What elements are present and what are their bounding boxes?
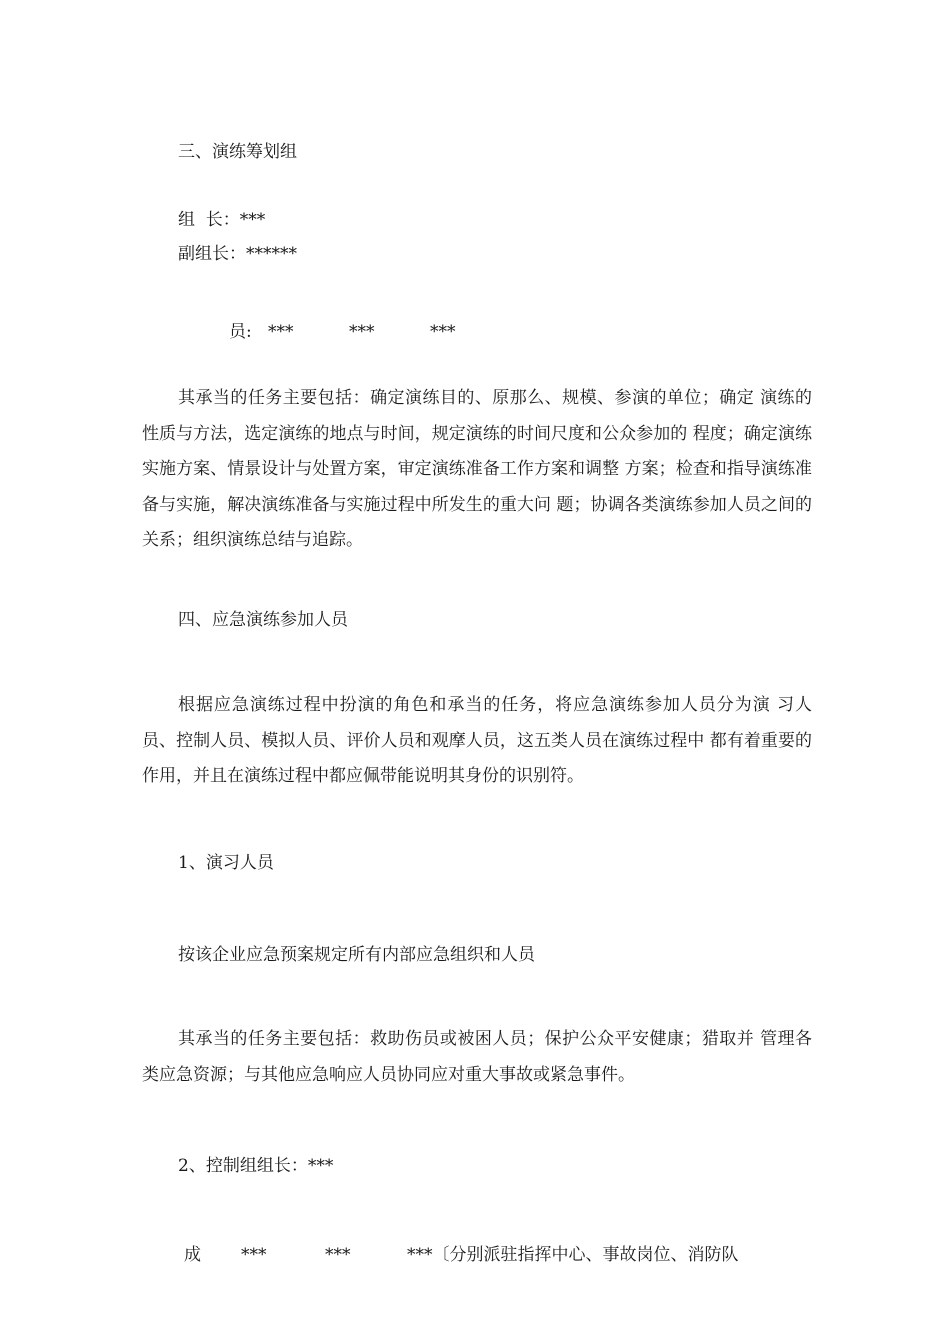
section3-heading: 三、演练筹划组 (178, 142, 297, 162)
section3-leader: 组 长：*** (178, 210, 266, 230)
item2-member: *** (325, 1245, 351, 1265)
section4-intro: 根据应急演练过程中扮演的角色和承当的任务，将应急演练参加人员分为演 习人员、控制人员、模拟人员、评价人员和观摩人员，这五类人员在演练过程中 都有着重要的作用，并且在演练过程中都应佩带能说明其身份的识别符。 (142, 695, 812, 786)
item2-members-label: 成 (184, 1245, 201, 1265)
section3-members-label: 员: (229, 322, 252, 342)
item1-duties: 其承当的任务主要包括：救助伤员或被困人员；保护公众平安健康；猎取并 管理各类应急资源；与其他应急响应人员协同应对重大事故或紧急事件。 (142, 1029, 812, 1085)
item2-heading: 2、控制组组长：*** (178, 1156, 334, 1176)
item2-member: ***〔分别派驻指挥中心、事故岗位、消防队 (407, 1245, 739, 1265)
item2-member: *** (241, 1245, 267, 1265)
item1-desc: 按该企业应急预案规定所有内部应急组织和人员 (178, 945, 535, 965)
section3-member: *** (268, 322, 294, 342)
section3-duties: 其承当的任务主要包括：确定演练目的、原那么、规模、参演的单位；确定 演练的性质与方法，选定演练的地点与时间，规定演练的时间尺度和公众参加的 程度；确定演练实施方案、情景设计与处置方案，审定演练准备工作方案和调整 方案；检查和指导演练准备与实施，解决演练准备与实施过程中所发生的重大问 题；协调各类演练参加人员之间的关系；组织演练总结与追踪。 (142, 388, 812, 550)
section4-heading: 四、应急演练参加人员 (178, 610, 348, 630)
section3-member: *** (430, 322, 456, 342)
section3-member: *** (349, 322, 375, 342)
item1-heading: 1、演习人员 (178, 853, 274, 873)
section3-deputy: 副组长：****** (178, 244, 297, 264)
